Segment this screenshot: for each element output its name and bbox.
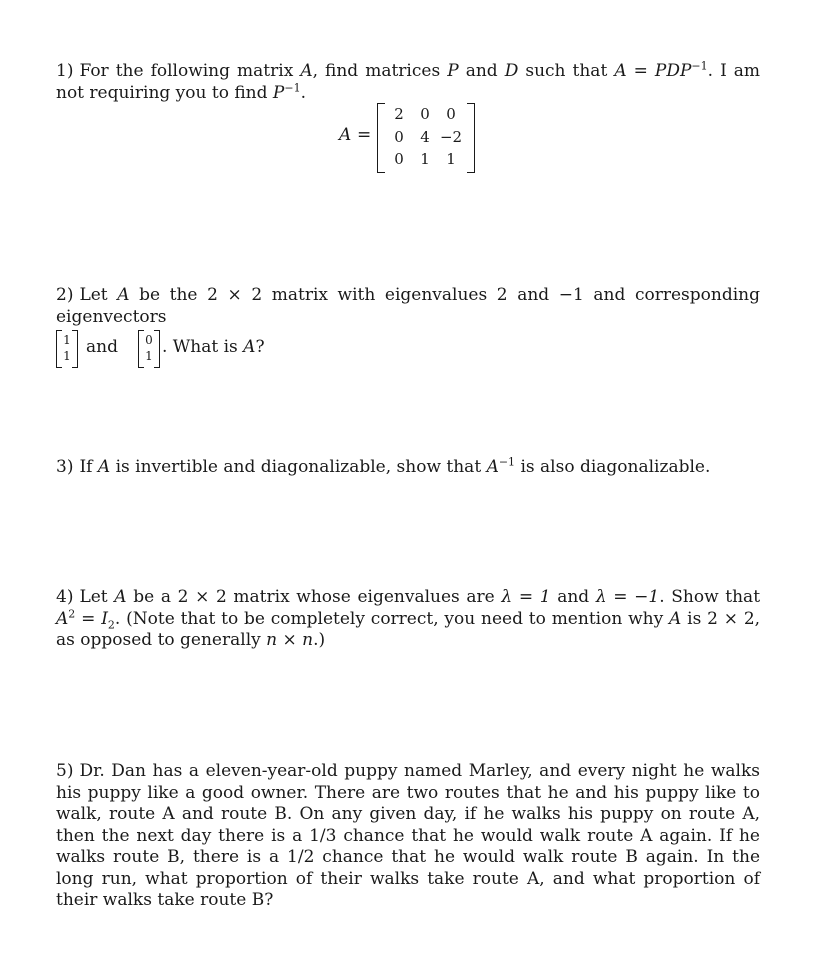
problem-1-text-b: , find matrices <box>312 61 441 81</box>
equals-sign: = <box>81 608 96 629</box>
and-text: and <box>86 337 118 357</box>
problem-1-text-f: . <box>300 82 306 103</box>
matrix-cell: 1 <box>446 150 456 168</box>
vector-entry: 1 <box>63 349 71 363</box>
eigenvector-1 <box>56 330 78 368</box>
vector-entry: 1 <box>145 349 153 363</box>
problem-3-text <box>56 457 760 479</box>
matrix-grid <box>386 103 466 171</box>
matrix-left-bracket <box>377 103 385 173</box>
var-a: A <box>243 337 256 357</box>
matrix-cell: 0 <box>394 150 404 168</box>
var-a: A <box>669 608 682 629</box>
var-a: A <box>56 608 69 629</box>
question-text: . What is <box>162 337 238 357</box>
inverse-exponent: −1 <box>498 455 516 469</box>
matrix-right-bracket <box>467 103 475 173</box>
inverse-exponent: −1 <box>691 59 708 73</box>
problem-2-question <box>162 337 265 359</box>
matrix-row <box>386 103 466 126</box>
var-p: P <box>447 61 459 81</box>
var-p: P <box>272 82 285 103</box>
question-mark: ? <box>255 337 265 357</box>
problem-3-text-a: If <box>79 457 93 477</box>
problem-5-body: Dr. Dan has a eleven-year-old puppy named Marley, and every night he walks his puppy like a good owner. There are two routes that he and his puppy like to walk, route A and route B. On any given day, if he walks his puppy on route A, then the next day there is a 1/3 chance that he would walk route A again. If he walks route B, there is a 1/2 chance that he would walk route B again. In the long run, what proportion of their walks take route A, and what proportion of their walks take route B? <box>56 761 760 910</box>
problem-5 <box>56 761 760 912</box>
matrix-row <box>386 148 466 171</box>
var-a: A <box>300 61 313 81</box>
problem-3-text-b: is invertible and diagonalizable, show that <box>115 457 482 477</box>
var-a: A <box>117 285 130 305</box>
lambda-1: λ = 1 <box>501 587 551 607</box>
problem-1-text-d: such that <box>525 61 608 81</box>
problem-4-text <box>56 587 760 652</box>
var-a: A <box>114 587 127 607</box>
matrix-cell: −2 <box>439 127 463 146</box>
problem-4-text-c: and <box>557 587 590 607</box>
problem-2-number: 2) <box>56 285 74 305</box>
vector-entry: 1 <box>63 333 71 347</box>
identity-subscript: 2 <box>107 617 115 631</box>
vector-right-bracket <box>154 330 160 368</box>
problem-1-text-e: . I am not requiring you to find <box>56 61 761 103</box>
problem-1-text-a: For the following matrix <box>79 61 294 81</box>
matrix-label: A <box>339 125 352 145</box>
eq-rhs: PDP <box>654 61 692 81</box>
matrix-cell: 0 <box>394 127 404 146</box>
problem-5-text <box>56 761 760 912</box>
problem-4-text-h: .) <box>313 630 326 650</box>
problem-4-text-a: Let <box>79 587 108 607</box>
var-a: A <box>97 457 111 477</box>
lambda-2: λ = −1 <box>595 587 660 607</box>
eigenvector-2 <box>138 330 160 368</box>
problem-1-text-c: and <box>465 61 498 81</box>
var-a: A <box>486 457 499 477</box>
problem-1-number: 1) <box>56 61 74 81</box>
problem-1-text <box>56 61 760 104</box>
matrix-cell: 4 <box>420 127 430 146</box>
eq-sign: = <box>633 61 648 81</box>
problem-3 <box>56 457 760 479</box>
matrix-row <box>386 126 466 149</box>
problem-3-text-c: is also diagonalizable. <box>520 457 711 477</box>
matrix-cell: 0 <box>446 105 456 123</box>
var-d: D <box>504 61 519 81</box>
matrix-equals: = <box>357 125 372 145</box>
problem-4-number: 4) <box>56 587 74 607</box>
problem-4-text-f: . (Note that to be completely correct, you need to mention why <box>114 608 664 629</box>
problem-2-text <box>56 285 760 328</box>
inverse-exponent: −1 <box>284 80 301 94</box>
matrix-cell: 2 <box>394 105 404 123</box>
n-by-n: n × n <box>266 630 314 650</box>
square-exponent: 2 <box>68 606 76 620</box>
var-i: I <box>101 608 108 629</box>
problem-2-text-b: be the 2 × 2 matrix with eigenvalues 2 and −1 and corresponding eigenvectors <box>56 285 760 327</box>
matrix-cell: 1 <box>420 150 430 168</box>
problem-3-number: 3) <box>56 457 74 477</box>
problem-1 <box>56 61 760 104</box>
problem-4 <box>56 587 760 652</box>
problem-4-text-g: is 2 × 2, as opposed to generally <box>56 608 761 650</box>
matrix-cell: 0 <box>420 105 430 123</box>
problem-4-text-d: . Show that <box>659 587 761 607</box>
problem-2-text-a: Let <box>79 285 108 305</box>
vector-entry: 0 <box>145 333 153 347</box>
eigenvector-line <box>56 330 760 370</box>
matrix-a-display <box>0 103 820 173</box>
problem-4-text-b: be a 2 × 2 matrix whose eigenvalues are <box>133 587 495 607</box>
eq-lhs: A <box>614 61 627 81</box>
problem-2 <box>56 285 760 370</box>
problem-5-number: 5) <box>56 761 74 781</box>
vector-right-bracket <box>72 330 78 368</box>
